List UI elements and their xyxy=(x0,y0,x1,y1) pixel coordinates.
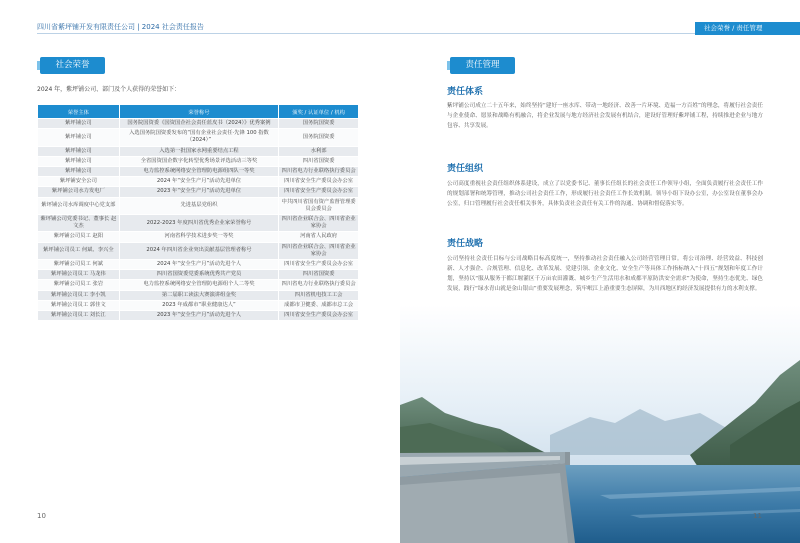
cell-honor-issuer: 四川省电力行业联络执行委员会 xyxy=(279,280,359,290)
page-number-right: 11 xyxy=(753,512,762,520)
cell-honor-subject: 紫坪铺公司水库调度中心党支部 xyxy=(38,197,120,214)
table-row xyxy=(38,119,359,129)
table-row xyxy=(38,177,359,187)
table-row xyxy=(38,280,359,290)
cell-honor-title: 2023 年成都市“职业健康达人” xyxy=(119,300,279,310)
cell-honor-title: 2023 年“安全生产月”活动先进单位 xyxy=(119,187,279,197)
cell-honor-subject: 紫坪铺公司党委书记、董事长 赵文杰 xyxy=(38,215,120,232)
honors-intro: 2024 年，紫坪铺公司、部门及个人获得的荣誉如下： xyxy=(37,86,181,93)
cell-honor-subject: 紫坪铺公司 xyxy=(38,156,120,166)
table-row xyxy=(38,242,359,259)
cell-honor-title: 入选第一批国家水网重要结点工程 xyxy=(119,146,279,156)
right-page xyxy=(400,0,800,543)
paragraph-organization: 公司高度重视社会责任组织体系建设，成立了以党委书记、董事长任组长的社会责任工作领导小组，全面负责履行社会责任工作的规划部署和统筹管理，推动公司社会责任工作，形成履行社会责任工作长效机制。领导小组下设办公室，办公室设在董事会办公室，归口管理履行社会责任相关事务，具体负责社会责任有关工作的沟通、协调和督促落实等。 xyxy=(447,181,763,207)
table-row xyxy=(38,156,359,166)
section-tab: 社会荣誉 / 责任管理 xyxy=(695,22,800,35)
page-number-left: 10 xyxy=(37,512,46,520)
cell-honor-subject: 紫坪铺公司员工 何斌、李兴全 xyxy=(38,242,120,259)
cell-honor-issuer: 四川省企业联合会、四川省企业家协会 xyxy=(279,242,359,259)
cell-honor-issuer: 水利部 xyxy=(279,146,359,156)
table-row xyxy=(38,167,359,177)
paragraph-system: 紫坪铺公司成立二十五年来，始终坚持“建好一座水库、带动一地经济、改善一片环境、造福一方百姓”的理念，将履行社会责任与企业使命、愿景和战略有机融合，将企业发展与地方经济社会发展有机结合，建设好管理好紫坪铺工程，持续推进企业与地方包容、共享发展。 xyxy=(447,103,763,129)
cell-honor-issuer: 四川省国资委 xyxy=(279,270,359,280)
table-header-row xyxy=(38,105,359,119)
cell-honor-issuer: 四川省电力行业联络执行委员会 xyxy=(279,167,359,177)
cell-honor-title: 全省国资国企数字化转型优秀场景评选活动三等奖 xyxy=(119,156,279,166)
cell-honor-title: 2022-2023 年度四川省优秀企业家荣誉称号 xyxy=(119,215,279,232)
cell-honor-title: 第二届职工读法大赛演讲组金奖 xyxy=(119,290,279,300)
cell-honor-subject: 紫坪铺公司 xyxy=(38,167,120,177)
cell-honor-subject: 紫坪铺公司 xyxy=(38,129,120,146)
honors-table xyxy=(37,104,359,321)
subtitle-organization: 责任组织 xyxy=(447,164,484,174)
table-row xyxy=(38,146,359,156)
paragraph-strategy: 公司坚持社会责任目标与公司战略目标高度统一，坚持推动社会责任融入公司经营管理日常。将公司治理、经营效益、科技创新、人才强企、合规管理、信息化、改革发展、党建引领、企业文化、安全生产等具体工作指标纳入“十四五”规划和年度工作计划，坚持以“服从服务于都江堰灌区千万亩农田灌溉、城乡生产生活用水和成都平原防洪安全需求”为使命，坚持生态优先、绿色发展，践行“绿水青山就是金山银山”重要发展理念，筑牢岷江上游重要生态屏障，为川西地区的经济发展提供有力的水利支撑。 xyxy=(447,256,763,292)
cell-honor-title: 国务院国资委《国资国企社会责任蓝皮书（2024）》优秀案例 xyxy=(119,119,279,129)
cell-honor-subject: 紫坪铺公司员工 赵阳 xyxy=(38,232,120,242)
cell-honor-issuer: 国务院国资委 xyxy=(279,129,359,146)
cell-honor-subject: 紫坪铺公司员工 刘长江 xyxy=(38,311,120,321)
table-row xyxy=(38,311,359,321)
honors-table-body xyxy=(38,119,359,321)
subtitle-system: 责任体系 xyxy=(447,87,484,97)
header-divider xyxy=(37,33,400,34)
cell-honor-title: 电力监控系统网络安全管理防电源组个人二等奖 xyxy=(119,280,279,290)
report-header-title: 四川省紫坪铺开发有限责任公司 | 2024 社会责任报告 xyxy=(37,23,204,31)
cell-honor-subject: 紫坪铺公司员工 李小凯 xyxy=(38,290,120,300)
table-row xyxy=(38,260,359,270)
reservoir-landscape-photo xyxy=(400,305,800,543)
section-title-management: 责任管理 xyxy=(450,57,515,74)
cell-honor-subject: 紫坪铺公司员工 何斌 xyxy=(38,260,120,270)
cell-honor-issuer: 中共四川省国有资产监督管理委员会委员会 xyxy=(279,197,359,214)
cell-honor-title: 入选国务院国资委发布的“国有企业社会责任·先锋 100 指数（2024）” xyxy=(119,129,279,146)
cell-honor-subject: 紫坪铺公司员工 郭佳文 xyxy=(38,300,120,310)
cell-honor-subject: 紫坪铺公司员工 张岩 xyxy=(38,280,120,290)
cell-honor-issuer: 四川省安全生产委员会办公室 xyxy=(279,187,359,197)
cell-honor-title: 四川省国资委党委系统优秀共产党员 xyxy=(119,270,279,280)
header-divider xyxy=(400,33,695,34)
table-row xyxy=(38,129,359,146)
cell-honor-title: 河南省科学技术进步奖一等奖 xyxy=(119,232,279,242)
table-row xyxy=(38,215,359,232)
cell-honor-issuer: 四川省安全生产委员会办公室 xyxy=(279,311,359,321)
cell-honor-issuer: 河南省人民政府 xyxy=(279,232,359,242)
column-header-issuer: 颁奖 / 认证单位 / 机构 xyxy=(279,105,359,119)
section-title-honors: 社会荣誉 xyxy=(40,57,105,74)
cell-honor-title: 2024 年“安全生产月”活动先进单位 xyxy=(119,177,279,187)
cell-honor-title: 2024 年四川省企业突出贡献基层管理者称号 xyxy=(119,242,279,259)
table-row xyxy=(38,290,359,300)
cell-honor-subject: 紫坪铺公司水力发电厂 xyxy=(38,187,120,197)
cell-honor-issuer: 四川省国资委 xyxy=(279,156,359,166)
cell-honor-issuer: 成都市卫健委、成都市总工会 xyxy=(279,300,359,310)
table-row xyxy=(38,197,359,214)
cell-honor-issuer: 四川省安全生产委员会办公室 xyxy=(279,260,359,270)
cell-honor-issuer: 国务院国资委 xyxy=(279,119,359,129)
cell-honor-title: 电力监控系统网络安全管理防电源组四队一等奖 xyxy=(119,167,279,177)
cell-honor-issuer: 四川省机电技工工会 xyxy=(279,290,359,300)
table-row xyxy=(38,270,359,280)
column-header-subject: 荣誉主体 xyxy=(38,105,120,119)
subtitle-strategy: 责任战略 xyxy=(447,239,484,249)
cell-honor-subject: 紫坪铺公司员工 马龙伟 xyxy=(38,270,120,280)
cell-honor-issuer: 四川省企业联合会、四川省企业家协会 xyxy=(279,215,359,232)
cell-honor-subject: 紫坪铺公司 xyxy=(38,146,120,156)
table-row xyxy=(38,187,359,197)
cell-honor-subject: 紫坪铺安全公司 xyxy=(38,177,120,187)
cell-honor-issuer: 四川省安全生产委员会办公室 xyxy=(279,177,359,187)
column-header-honor: 荣誉称号 xyxy=(119,105,279,119)
cell-honor-title: 2023 年“安全生产月”活动先进个人 xyxy=(119,311,279,321)
table-row xyxy=(38,232,359,242)
cell-honor-subject: 紫坪铺公司 xyxy=(38,119,120,129)
cell-honor-title: 2024 年“安全生产月”活动先进个人 xyxy=(119,260,279,270)
table-row xyxy=(38,300,359,310)
cell-honor-title: 先进基层党组织 xyxy=(119,197,279,214)
